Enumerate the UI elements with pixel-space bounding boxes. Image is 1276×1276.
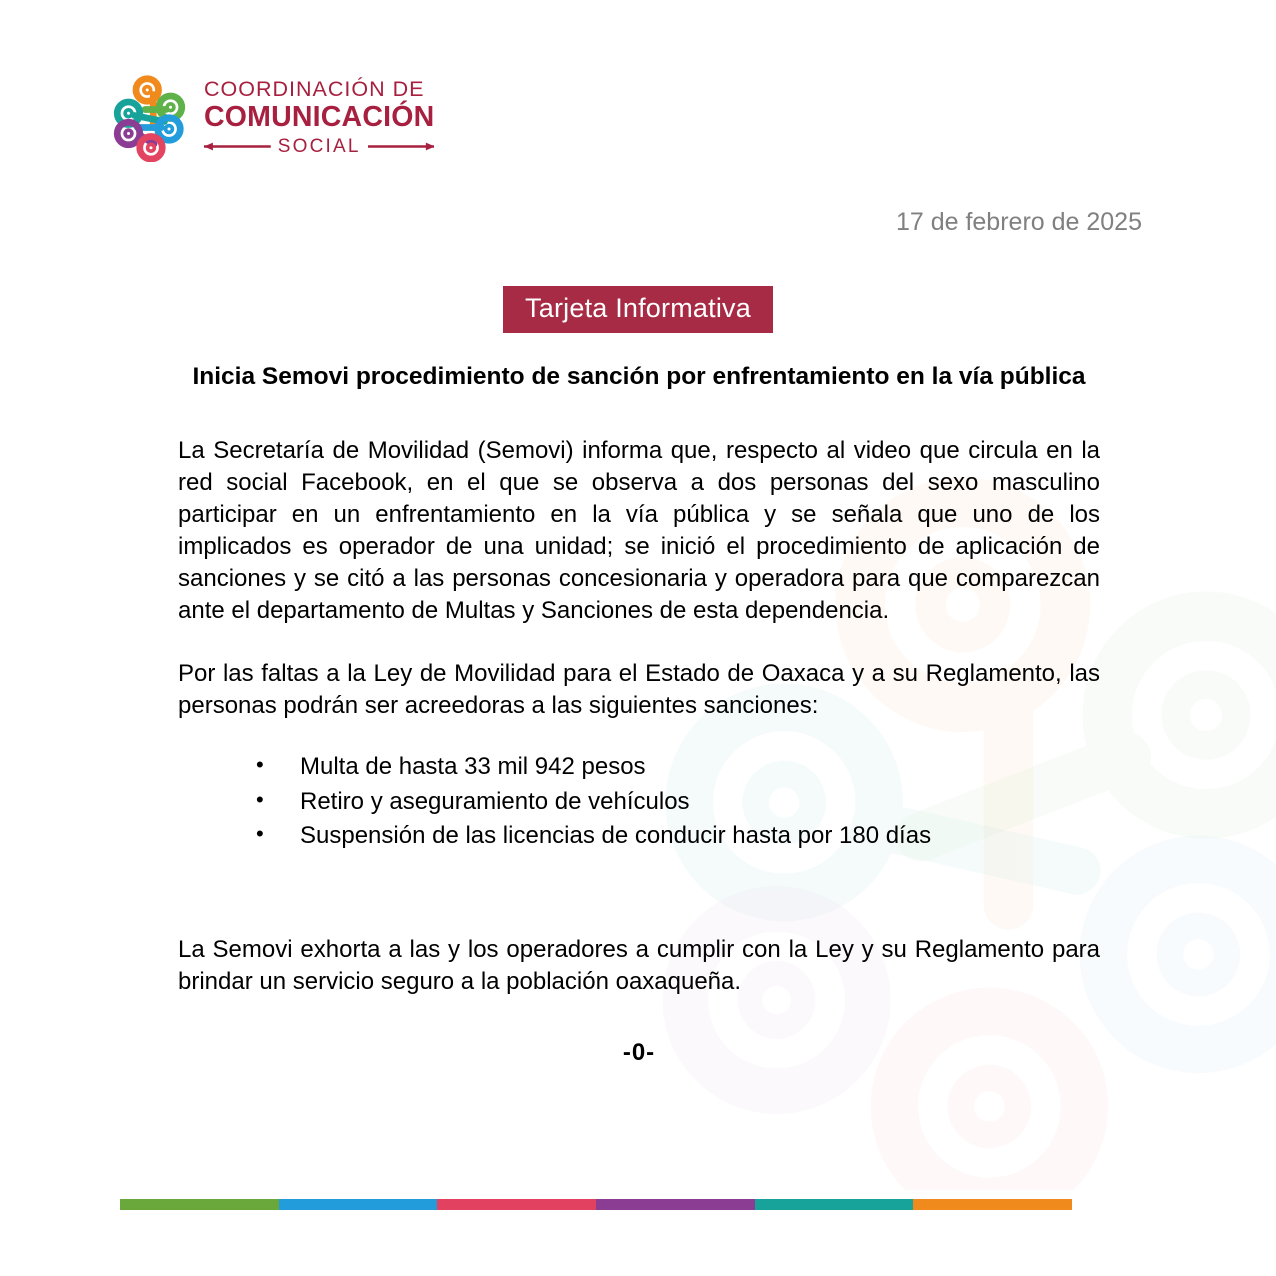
list-item: • Multa de hasta 33 mil 942 pesos	[256, 750, 1100, 785]
footer-segment-blue	[279, 1199, 438, 1210]
logo-line-social-row	[204, 137, 434, 156]
document-body	[178, 362, 1100, 1067]
list-item: • Retiro y aseguramiento de vehículos	[256, 785, 1100, 820]
footer-segment-pink	[437, 1199, 596, 1210]
paragraph-sanctions-intro: Por las faltas a la Ley de Movilidad para el Estado de Oaxaca y a su Reglamento, las personas podrán ser acreedoras a las siguientes sanciones:	[178, 659, 1100, 719]
footer-segment-purple	[596, 1199, 755, 1210]
arrow-left-rule-icon	[204, 142, 271, 151]
page-title: Inicia Semovi procedimiento de sanción por enfrentamiento en la vía pública	[192, 363, 1086, 390]
logo-line-comunicacion: COMUNICACIÓN	[204, 101, 435, 133]
sanctions-list	[178, 750, 1100, 854]
logo-line-coordinacion: COORDINACIÓN DE	[204, 76, 425, 101]
banner-row	[0, 286, 1276, 333]
tarjeta-informativa-banner: Tarjeta Informativa	[503, 286, 773, 333]
arrow-right-rule-icon	[368, 142, 435, 151]
paragraph-closing: La Semovi exhorta a las y los operadores a cumplir con la Ley y su Reglamento para brindar un servicio seguro a la población oaxaqueña.	[178, 936, 1100, 996]
communication-nodes-icon	[112, 72, 190, 162]
footer-color-bar	[120, 1199, 1072, 1210]
footer-segment-green	[120, 1199, 279, 1210]
footer-segment-teal	[755, 1199, 914, 1210]
logo-wordmark	[204, 76, 435, 157]
document-date: 17 de febrero de 2025	[895, 208, 1142, 236]
list-item: • Suspensión de las licencias de conducir hasta por 180 días	[256, 819, 1100, 854]
footer-segment-orange	[913, 1199, 1072, 1210]
closing-mark: -0-	[622, 1038, 656, 1066]
paragraph-intro: La Secretaría de Movilidad (Semovi) informa que, respecto al video que circula en la red social Facebook, en el que se observa a dos personas del sexo masculino participar en un enfrentamiento en la vía pública y se señala que uno de los implicados es operador de una unidad; se inició el procedimiento de aplicación de sanciones y se citó a las personas concesionaria y operadora para que comparezcan ante el departamento de Multas y Sanciones de esta dependencia.	[178, 436, 1100, 625]
organization-logo	[112, 72, 434, 162]
logo-line-social: SOCIAL	[277, 135, 361, 157]
